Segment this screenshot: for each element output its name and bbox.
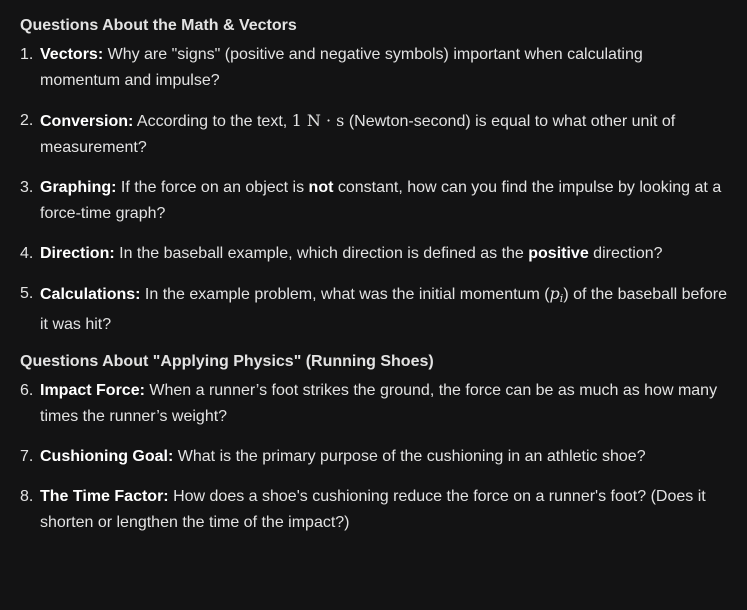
question-term: Vectors: <box>40 46 104 63</box>
emphasis-text: not <box>308 179 334 196</box>
question-item <box>20 444 727 470</box>
question-item <box>20 42 727 94</box>
question-text: constant, how can you find the impulse by looking at a force-time graph? <box>40 179 722 222</box>
question-number: 8. <box>20 488 34 505</box>
question-item <box>20 241 727 267</box>
question-text: Why are "signs" (positive and negative symbols) important when calculating momentum and impulse? <box>40 46 643 89</box>
question-text: In the example problem, what was the initial momentum ( <box>140 286 550 303</box>
math-variable: p <box>549 284 560 303</box>
question-number: 6. <box>20 382 34 399</box>
question-term: Cushioning Goal: <box>40 448 174 465</box>
question-text: When a runner’s foot strikes the ground, the force can be as much as how many times the runner’s weight? <box>40 382 718 425</box>
math-subscript: i <box>559 292 564 305</box>
math-expression: 1 N · s <box>291 111 345 130</box>
question-term: The Time Factor: <box>40 488 169 505</box>
question-text: If the force on an object is <box>116 179 309 196</box>
question-number: 3. <box>20 179 34 196</box>
question-list-math-vectors <box>20 42 727 338</box>
question-text: How does a shoe's cushioning reduce the force on a runner's foot? (Does it shorten or lengthen the time of the impact?) <box>40 488 706 531</box>
question-item <box>20 175 727 227</box>
question-number: 7. <box>20 448 34 465</box>
question-text: In the baseball example, which direction is defined as the <box>114 245 529 262</box>
question-text: According to the text, <box>133 113 292 130</box>
section-heading-applying-physics: Questions About "Applying Physics" (Running Shoes) <box>20 353 434 370</box>
question-number: 1. <box>20 46 34 63</box>
question-number: 5. <box>20 285 34 302</box>
question-item <box>20 378 727 430</box>
question-term: Direction: <box>40 245 115 262</box>
question-text: ) of the baseball before it was hit? <box>40 286 727 333</box>
question-term: Conversion: <box>40 113 134 130</box>
section-heading-math-vectors: Questions About the Math & Vectors <box>20 17 297 34</box>
question-item <box>20 108 727 161</box>
question-text: (Newton-second) is equal to what other unit of measurement? <box>40 113 676 156</box>
question-text: What is the primary purpose of the cushioning in an athletic shoe? <box>173 448 646 465</box>
question-number: 4. <box>20 245 34 262</box>
question-item <box>20 281 727 338</box>
question-text: direction? <box>588 245 663 262</box>
question-term: Impact Force: <box>40 382 145 399</box>
emphasis-text: positive <box>528 245 589 262</box>
question-item <box>20 484 727 536</box>
question-number: 2. <box>20 112 34 129</box>
question-list-applying-physics <box>20 378 727 536</box>
question-term: Graphing: <box>40 179 117 196</box>
question-term: Calculations: <box>40 286 141 303</box>
